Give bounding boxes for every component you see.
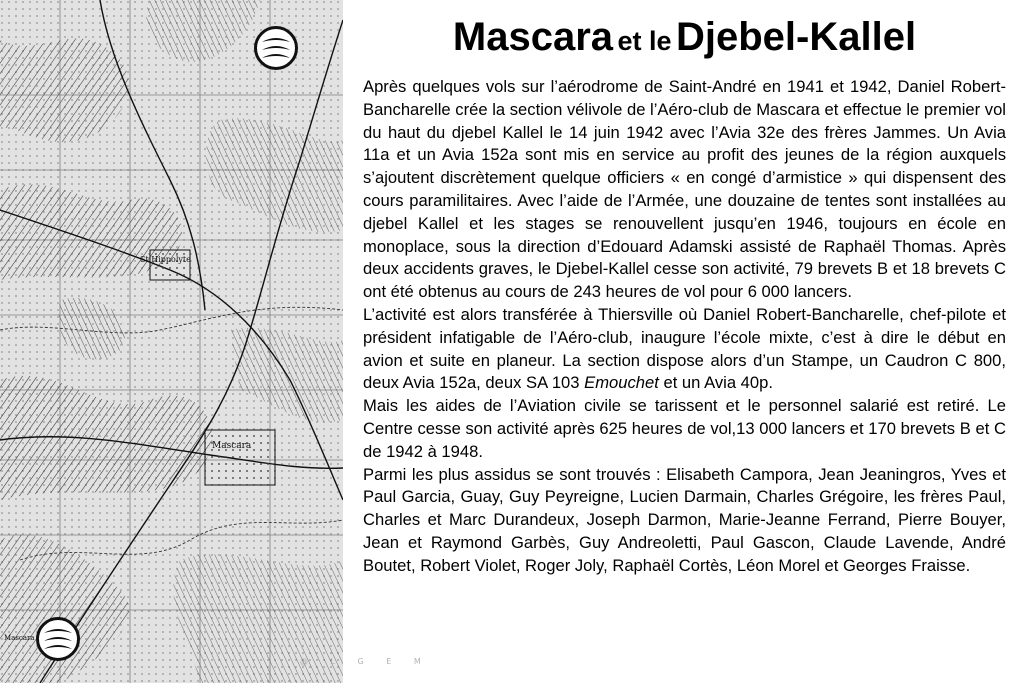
title-connector: et le bbox=[617, 26, 672, 56]
title-djebel-kallel: Djebel-Kallel bbox=[675, 15, 917, 59]
paragraph-origins: Après quelques vols sur l’aérodrome de Saint-André en 1941 et 1942, Daniel Robert-Bancharelle crée la section vélivole de l’Aéro-club de Mascara et effectue le premier vol du haut du djebel Kallel le 14 juin 1942 avec l’Avia 32e des frères Jammes. Un Avia 11a et un Avia 152a sont mis en service au profit des jeunes de la région auxquels s’ajoutent discrètement quelque officiers « en congé d’armistice » qui dispensent des cours paramilitaires. Avec l’aide de l’Armée, une douzaine de tentes sont installées au djebel Kallel et les stages se renouvellent jusqu’en 1946, toujours en école en monoplace, sous la direction d’Edouard Adamski assisté de Raphaël Thomas. Après deux accidents graves, le Djebel-Kallel cesse son activité, 79 brevets B et 18 brevets C ont été obtenus au cours de 243 heures de vol pour 6 000 lancers. bbox=[363, 77, 1006, 302]
glider-club-logo bbox=[254, 26, 298, 70]
aircraft-name-emouchet: Emouchet bbox=[584, 373, 659, 393]
map-label-village: St Hippolyte bbox=[140, 255, 191, 264]
paragraph-thiersville-text: L’activité est alors transférée à Thiersville où Daniel Robert-Bancharelle, chef-pilote et président infatigable de l’Aéro-club, inaugure l’école mixte, c’est à dire le début en avion et suite en planeur. La section dispose alors d’un Stampe, un Caudron C 800, deux Avia 152a, deux SA 103 bbox=[363, 304, 1006, 393]
page-title bbox=[345, 10, 1024, 73]
glider-club-logo-bottom bbox=[36, 617, 80, 661]
paragraph-members: Parmi les plus assidus se sont trouvés : Elisabeth Campora, Jean Jeaningros, Yves et Paul Garcia, Guay, Guy Peyreigne, Lucien Darmain, Charles Grégoire, les frères Paul, Charles et Marc Durandeux, Joseph Darmon, Marie-Jeanne Ferrand, Pierre Bouyer, Jean et Raymond Garbès, Guy Andreoletti, Paul Gascon, Claude Lavende, André Boutet, Robert Violet, Roger Joly, Raphaël Cortès, Léon Morel et Georges Fraisse. bbox=[363, 464, 1006, 575]
topographic-map bbox=[0, 0, 343, 683]
article-body bbox=[363, 76, 1006, 578]
map-label-corner: Mascara bbox=[4, 634, 35, 642]
title-mascara: Mascara bbox=[452, 15, 614, 59]
glider-icon bbox=[39, 620, 77, 658]
paragraph-closure: Mais les aides de l’Aviation civile se tarissent et le personnel salarié est retiré. Le Centre cesse son activité après 625 heures de vol,13 000 lancers et 170 brevets B et C de 1942 à 1948. bbox=[363, 396, 1006, 461]
watermark: @ L G E M bbox=[300, 657, 431, 666]
map-illustration bbox=[0, 0, 343, 683]
paragraph-thiersville-tail: et un Avia 40p. bbox=[663, 373, 773, 393]
paragraph-thiersville bbox=[363, 304, 1006, 395]
glider-icon bbox=[257, 29, 295, 67]
map-label-town: Mascara bbox=[212, 441, 252, 451]
